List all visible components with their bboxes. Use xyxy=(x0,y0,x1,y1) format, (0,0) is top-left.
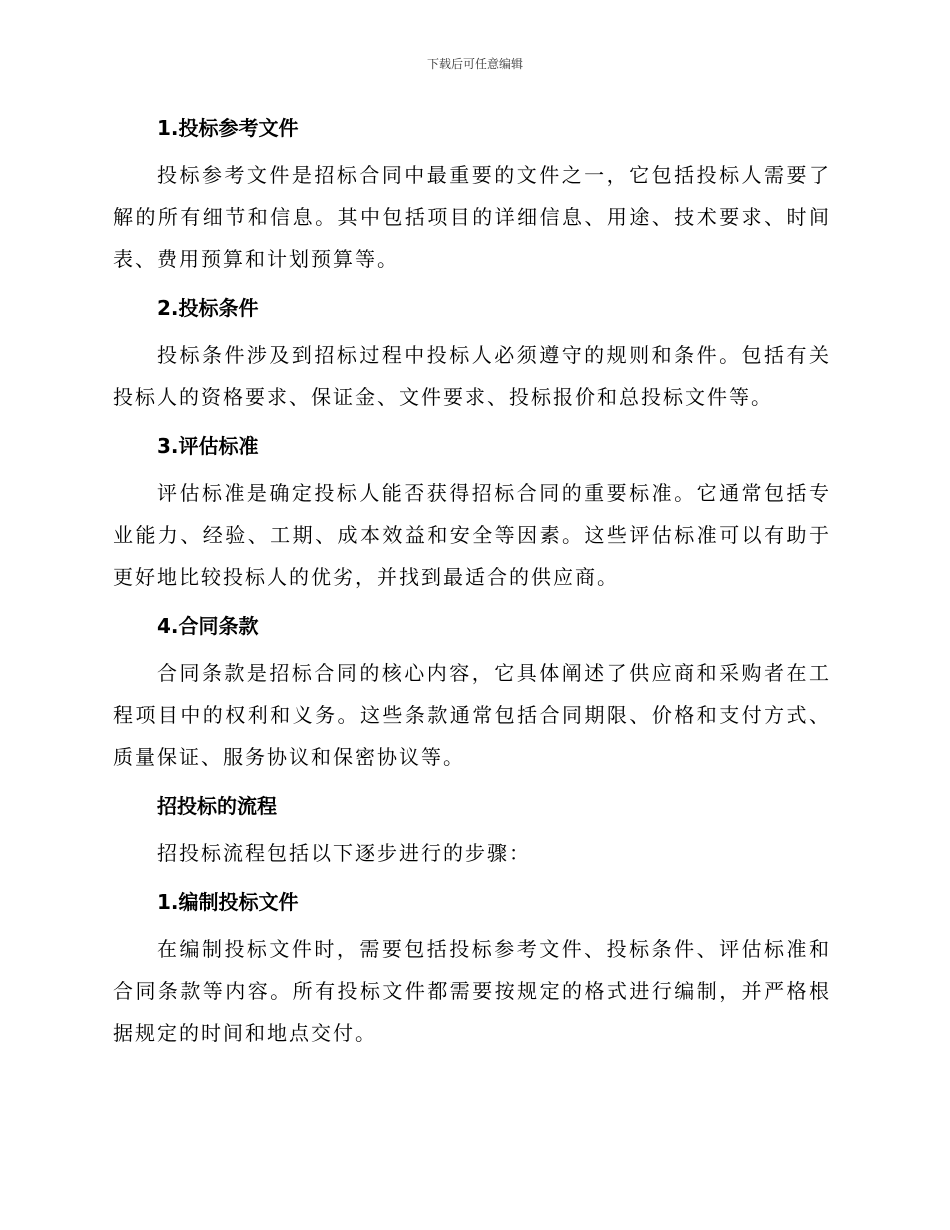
section-paragraph: 投标参考文件是招标合同中最重要的文件之一，它包括投标人需要了解的所有细节和信息。其中包括项目的详细信息、用途、技术要求、时间表、费用预算和计划预算等。 xyxy=(113,163,831,271)
section-heading: 2.投标条件 xyxy=(157,296,259,320)
section-paragraph: 合同条款是招标合同的核心内容，它具体阐述了供应商和采购者在工程项目中的权利和义务。这些条款通常包括合同期限、价格和支付方式、质量保证、服务协议和保密协议等。 xyxy=(113,661,831,769)
section-paragraph: 在编制投标文件时，需要包括投标参考文件、投标条件、评估标准和合同条款等内容。所有投标文件都需要按规定的格式进行编制，并严格根据规定的时间和地点交付。 xyxy=(113,937,831,1045)
section-paragraph: 招投标流程包括以下逐步进行的步骤： xyxy=(157,841,531,865)
section-heading: 4.合同条款 xyxy=(157,614,259,638)
section-paragraph: 评估标准是确定投标人能否获得招标合同的重要标准。它通常包括专业能力、经验、工期、成本效益和安全等因素。这些评估标准可以有助于更好地比较投标人的优劣，并找到最适合的供应商。 xyxy=(113,481,831,589)
section-heading: 3.评估标准 xyxy=(157,434,259,458)
section-heading: 1.编制投标文件 xyxy=(157,890,299,914)
section-heading: 1.投标参考文件 xyxy=(157,116,299,140)
section-heading: 招投标的流程 xyxy=(157,794,277,818)
section-paragraph: 投标条件涉及到招标过程中投标人必须遵守的规则和条件。包括有关投标人的资格要求、保证金、文件要求、投标报价和总投标文件等。 xyxy=(113,343,831,409)
header-note: 下载后可任意编辑 xyxy=(426,57,523,71)
document-body xyxy=(113,108,831,1062)
